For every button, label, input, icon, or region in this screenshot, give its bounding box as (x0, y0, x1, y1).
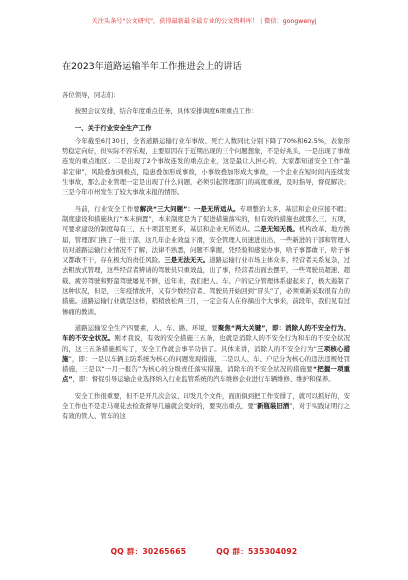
p4-text-end: ”，对于实践证明行之有效的管人、管车的这 (62, 402, 351, 421)
document-body (62, 60, 350, 428)
banner-separator: | (260, 18, 263, 25)
p3-bold-two-keys: 聚焦“两大关键”，即：消除人的不安全行为、车的不安全状况。 (62, 323, 351, 343)
p4-bold-new-bottle: 新瓶装旧酒 (257, 402, 290, 411)
footer-qq-group-2: QQ 群：535304092 (216, 547, 298, 556)
intro-paragraph: 按照会议安排，结合年度重点任务，具体安排调度6项重点工作： (74, 107, 258, 116)
p4-text-lead: 安全工作很重要，但不是开几次会议、印发几个文件，面面俱到把工作安排了，就可以抓好的，安全工作也不是走马观花去检查督导几遍就会变好的，要突出重点，要“ (62, 391, 350, 411)
p2-bold-problem-two: 二是无知无畏。 (254, 225, 299, 234)
contact-footer (0, 546, 408, 558)
p3-text-one: 刚才我说，有效的安全措施三五条，也就是消除人的不安全行为和车的不安全状况的，这三五条措施抓实了，安全工作就会事半功倍了。具体来讲，消除人的不安全行为“ (62, 334, 351, 353)
p3-text-two: ”，即：一是以车辆主防系统为核心的问题发现措施，二是以人、车、户记分为核心的违法违规处罚措施，三是以“一月一报告”为核心的分级责任落实措施，消除车的不安全状况的措施要 (62, 354, 351, 374)
p2-text-one: 专项整治太多，基层和企业应接不暇；制度建设和措施执行“本末倒置”，本来制度是为了促进措施落实的，但有效的措施也就那么三、五项，可要求建设的制度每有三、五十项甚至更多，基层和企业无所适从。 (62, 204, 351, 234)
p2-bold-problem-three: 三是无法无天。 (164, 256, 210, 265)
p3-bold-one-focus: “把握一项重点” (62, 365, 350, 384)
p3-bold-three-measures: 三项核心措施 (62, 344, 351, 363)
p2-text-three: 道路运输行业市场主体众多，经营者关系复杂，过去粗放式管理，这些经营者辨请的驾驶员只重效益，出了事，经营者出面去摆平，一些驾驶员超速、超载、疲劳驾驶和野蛮驾驶屡见不鲜，近年来，我们把人、车、户的记分管理体系建起来了，极大遏制了这种状况，但是，三年疫情放开，又有少数经营者、驾驶员开始回到“冒头”了，必须重新采取很有力的措施。道路运输行业就是这样，稍稍放松两三月，一定会有人在你摘出个大事来，前段年，我们见有过惨痛的教训。 (62, 256, 351, 316)
p2-text-two: 机构改革、地方换届，管理部门换了一批干部，这几年企业效益下滑，安全管理人员速进出出，一些新进的干部和管理人员对道路运输行业情况不了解，法律不熟悉，问题不掌握，凭经验和感觉办事，啥子事都敢干，啥子事又都敢不干，存在极大的责任风险。 (62, 225, 351, 265)
document-title: 在2023年道路运输半年工作推进会上的讲话 (62, 61, 242, 72)
p2-text-lead: 当前，行业安全工作要 (74, 204, 140, 213)
p2-bold-problem-one: 解决“三大问题”：一是无所适从。 (139, 204, 240, 213)
footer-qq-group-1: QQ 群：30265665 (110, 547, 187, 556)
paragraph-accident-status: 今年截至6月30日，全省道路运输行业车事故、死亡人数同比分别下降了70%和62.5%，表象形势稳定向好，但实际不容乐观，主要原因在于近期出现的三个问题想象，不是好兆头，一是出现了事故连发的重点地区；二是出现了2个事故连发的重点企业，这是最让人担心的，大家都知道安全工作“墨菲定律”，风险叠加到极点，隐患叠加形成事故，小事故叠加形成大事故，一个企业在短时间内连续发生事故，那么企业管理一定是出现了什么问题，必须引起管理部门的高度重视，及时指导，督促解决；三是今年市州发生了较大事故未报的情形。 (62, 136, 350, 197)
banner-text-wechat: 微信：gongwenyj (264, 18, 317, 25)
p3-text-three: ，即：督促引导运输企业选择纳入行业监管系统的汽车维修企业进行车辆维修、维护和保养。 (72, 375, 335, 384)
paragraph-two-keys (62, 323, 350, 385)
promo-banner (0, 18, 408, 26)
paragraph-three-problems (62, 204, 350, 317)
paragraph-work-method (62, 391, 350, 422)
salutation: 各位领导，同志们： (62, 91, 120, 99)
p3-text-lead: 道路运输安全生产四要素，人、车、路、环境，要 (74, 323, 218, 332)
banner-text-promo: 关注头条号"公文研究"，获得最新最全最专业的公文资料库！ (91, 18, 259, 25)
section-heading-safety: 一、关于行业安全生产工作 (74, 123, 152, 132)
